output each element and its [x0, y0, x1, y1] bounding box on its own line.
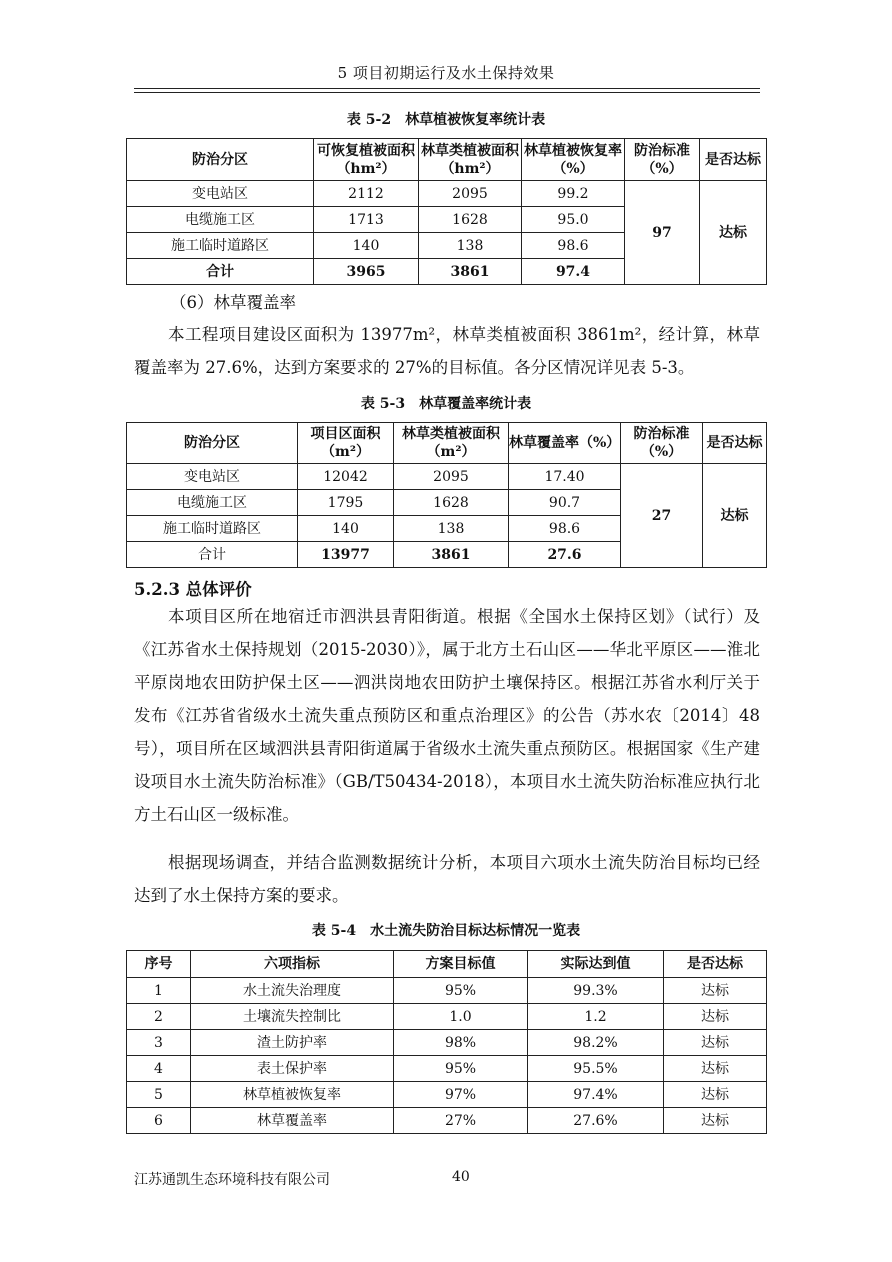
cell-zone: 电缆施工区 — [127, 490, 298, 516]
cell-rate: 98.6 — [522, 233, 625, 259]
cell-area: 13977 — [298, 542, 394, 568]
cell-veg: 3861 — [419, 259, 522, 285]
col-header-zone: 防治分区 — [127, 139, 314, 181]
col-header-status: 是否达标 — [664, 951, 767, 978]
cell-area: 12042 — [298, 464, 394, 490]
cell-veg: 3861 — [394, 542, 509, 568]
table-row — [127, 1030, 767, 1056]
cell-status: 达标 — [703, 464, 767, 568]
cell-indicator: 土壤流失控制比 — [191, 1004, 394, 1030]
paragraph-evaluation: 本项目区所在地宿迁市泗洪县青阳街道。根据《全国水土保持区划》（试行）及《江苏省水土保持规划（2015-2030）》，属于北方土石山区——华北平原区——淮北平原岗地农田防护保土区——泗洪岗地农田防护土壤保持区。根据江苏省水利厅关于发布《江苏省省级水土流失重点预防区和重点治理区》的公告（苏水农〔2014〕48 号），项目所在区域泗洪县青阳街道属于省级水土流失重点预防区。根据国家《生产建设项目水土流失防治标准》（GB/T50434-2018），本项目水土流失防治标准应执行北方土石山区一级标准。 — [134, 607, 760, 824]
table-row — [127, 1056, 767, 1082]
cell-actual: 99.3% — [528, 978, 664, 1004]
cell-standard: 27 — [621, 464, 703, 568]
cell-zone: 电缆施工区 — [127, 207, 314, 233]
cell-rate: 90.7 — [509, 490, 621, 516]
cell-zone: 变电站区 — [127, 464, 298, 490]
col-header-restorable-area: 可恢复植被面积（hm²） — [314, 139, 419, 181]
page-number: 40 — [452, 1169, 470, 1185]
table-header-row — [127, 951, 767, 978]
cell-target: 1.0 — [394, 1004, 528, 1030]
cell-rate: 27.6 — [509, 542, 621, 568]
cell-actual: 98.2% — [528, 1030, 664, 1056]
cell-veg: 138 — [419, 233, 522, 259]
cell-status: 达标 — [700, 181, 767, 285]
col-header-number: 序号 — [127, 951, 191, 978]
cell-status: 达标 — [664, 1004, 767, 1030]
cell-indicator: 表土保护率 — [191, 1056, 394, 1082]
col-header-target: 方案目标值 — [394, 951, 528, 978]
table-5-2 — [126, 138, 767, 285]
cell-target: 97% — [394, 1082, 528, 1108]
cell-actual: 27.6% — [528, 1108, 664, 1134]
cell-restorable: 1713 — [314, 207, 419, 233]
col-header-standard: 防治标准（%） — [621, 423, 703, 464]
cell-zone: 合计 — [127, 542, 298, 568]
col-header-coverage-rate: 林草覆盖率（%） — [509, 423, 621, 464]
cell-rate: 17.40 — [509, 464, 621, 490]
table-header-row — [127, 139, 767, 181]
cell-standard: 97 — [625, 181, 700, 285]
cell-status: 达标 — [664, 1056, 767, 1082]
table-5-4 — [126, 950, 767, 1134]
cell-restorable: 140 — [314, 233, 419, 259]
cell-zone: 施工临时道路区 — [127, 516, 298, 542]
col-header-recovery-rate: 林草植被恢复率（%） — [522, 139, 625, 181]
footer-company: 江苏通凯生态环境科技有限公司 — [134, 1172, 330, 1188]
cell-veg: 2095 — [394, 464, 509, 490]
header-rule — [134, 88, 760, 89]
cell-rate: 97.4 — [522, 259, 625, 285]
cell-status: 达标 — [664, 1082, 767, 1108]
col-header-vegetation-area: 林草类植被面积（m²） — [394, 423, 509, 464]
cell-actual: 95.5% — [528, 1056, 664, 1082]
table-5-3-caption: 表 5-3 林草覆盖率统计表 — [360, 396, 532, 412]
col-header-status: 是否达标 — [700, 139, 767, 181]
cell-target: 27% — [394, 1108, 528, 1134]
cell-restorable: 3965 — [314, 259, 419, 285]
table-row — [127, 978, 767, 1004]
cell-area: 140 — [298, 516, 394, 542]
col-header-actual: 实际达到值 — [528, 951, 664, 978]
cell-rate: 98.6 — [509, 516, 621, 542]
cell-status: 达标 — [664, 1030, 767, 1056]
table-5-3 — [126, 422, 767, 568]
cell-number: 4 — [127, 1056, 191, 1082]
cell-rate: 95.0 — [522, 207, 625, 233]
table-header-row — [127, 423, 767, 464]
col-header-indicator: 六项指标 — [191, 951, 394, 978]
cell-zone: 施工临时道路区 — [127, 233, 314, 259]
cell-number: 5 — [127, 1082, 191, 1108]
cell-area: 1795 — [298, 490, 394, 516]
col-header-vegetation-area: 林草类植被面积（hm²） — [419, 139, 522, 181]
cell-number: 3 — [127, 1030, 191, 1056]
header-rule-thin — [134, 92, 760, 93]
cell-zone: 变电站区 — [127, 181, 314, 207]
cell-actual: 97.4% — [528, 1082, 664, 1108]
cell-veg: 138 — [394, 516, 509, 542]
table-row — [127, 1108, 767, 1134]
col-header-status: 是否达标 — [703, 423, 767, 464]
cell-indicator: 渣土防护率 — [191, 1030, 394, 1056]
col-header-standard: 防治标准（%） — [625, 139, 700, 181]
cell-veg: 2095 — [419, 181, 522, 207]
cell-status: 达标 — [664, 978, 767, 1004]
cell-number: 2 — [127, 1004, 191, 1030]
col-header-project-area: 项目区面积（m²） — [298, 423, 394, 464]
cell-number: 1 — [127, 978, 191, 1004]
cell-veg: 1628 — [419, 207, 522, 233]
cell-actual: 1.2 — [528, 1004, 664, 1030]
cell-target: 95% — [394, 978, 528, 1004]
col-header-zone: 防治分区 — [127, 423, 298, 464]
cell-indicator: 林草覆盖率 — [191, 1108, 394, 1134]
subsection-heading: （6）林草覆盖率 — [170, 293, 296, 312]
cell-indicator: 水土流失治理度 — [191, 978, 394, 1004]
table-row — [127, 464, 767, 490]
table-5-4-caption: 表 5-4 水土流失防治目标达标情况一览表 — [311, 923, 581, 939]
cell-rate: 99.2 — [522, 181, 625, 207]
section-title: 5.2.3 总体评价 — [134, 580, 252, 599]
cell-number: 6 — [127, 1108, 191, 1134]
table-row — [127, 1004, 767, 1030]
running-header: 5 项目初期运行及水土保持效果 — [337, 64, 555, 82]
cell-status: 达标 — [664, 1108, 767, 1134]
paragraph-coverage: 本工程项目建设区面积为 13977m²，林草类植被面积 3861m²，经计算，林草覆盖率为 27.6%，达到方案要求的 27%的目标值。各分区情况详见表 5-3。 — [134, 325, 760, 377]
paragraph-conclusion: 根据现场调查，并结合监测数据统计分析，本项目六项水土流失防治目标均已经达到了水土保持方案的要求。 — [134, 853, 760, 905]
cell-target: 98% — [394, 1030, 528, 1056]
cell-restorable: 2112 — [314, 181, 419, 207]
table-5-2-caption: 表 5-2 林草植被恢复率统计表 — [346, 112, 546, 128]
table-row — [127, 1082, 767, 1108]
cell-target: 95% — [394, 1056, 528, 1082]
table-row — [127, 181, 767, 207]
cell-veg: 1628 — [394, 490, 509, 516]
cell-zone: 合计 — [127, 259, 314, 285]
cell-indicator: 林草植被恢复率 — [191, 1082, 394, 1108]
